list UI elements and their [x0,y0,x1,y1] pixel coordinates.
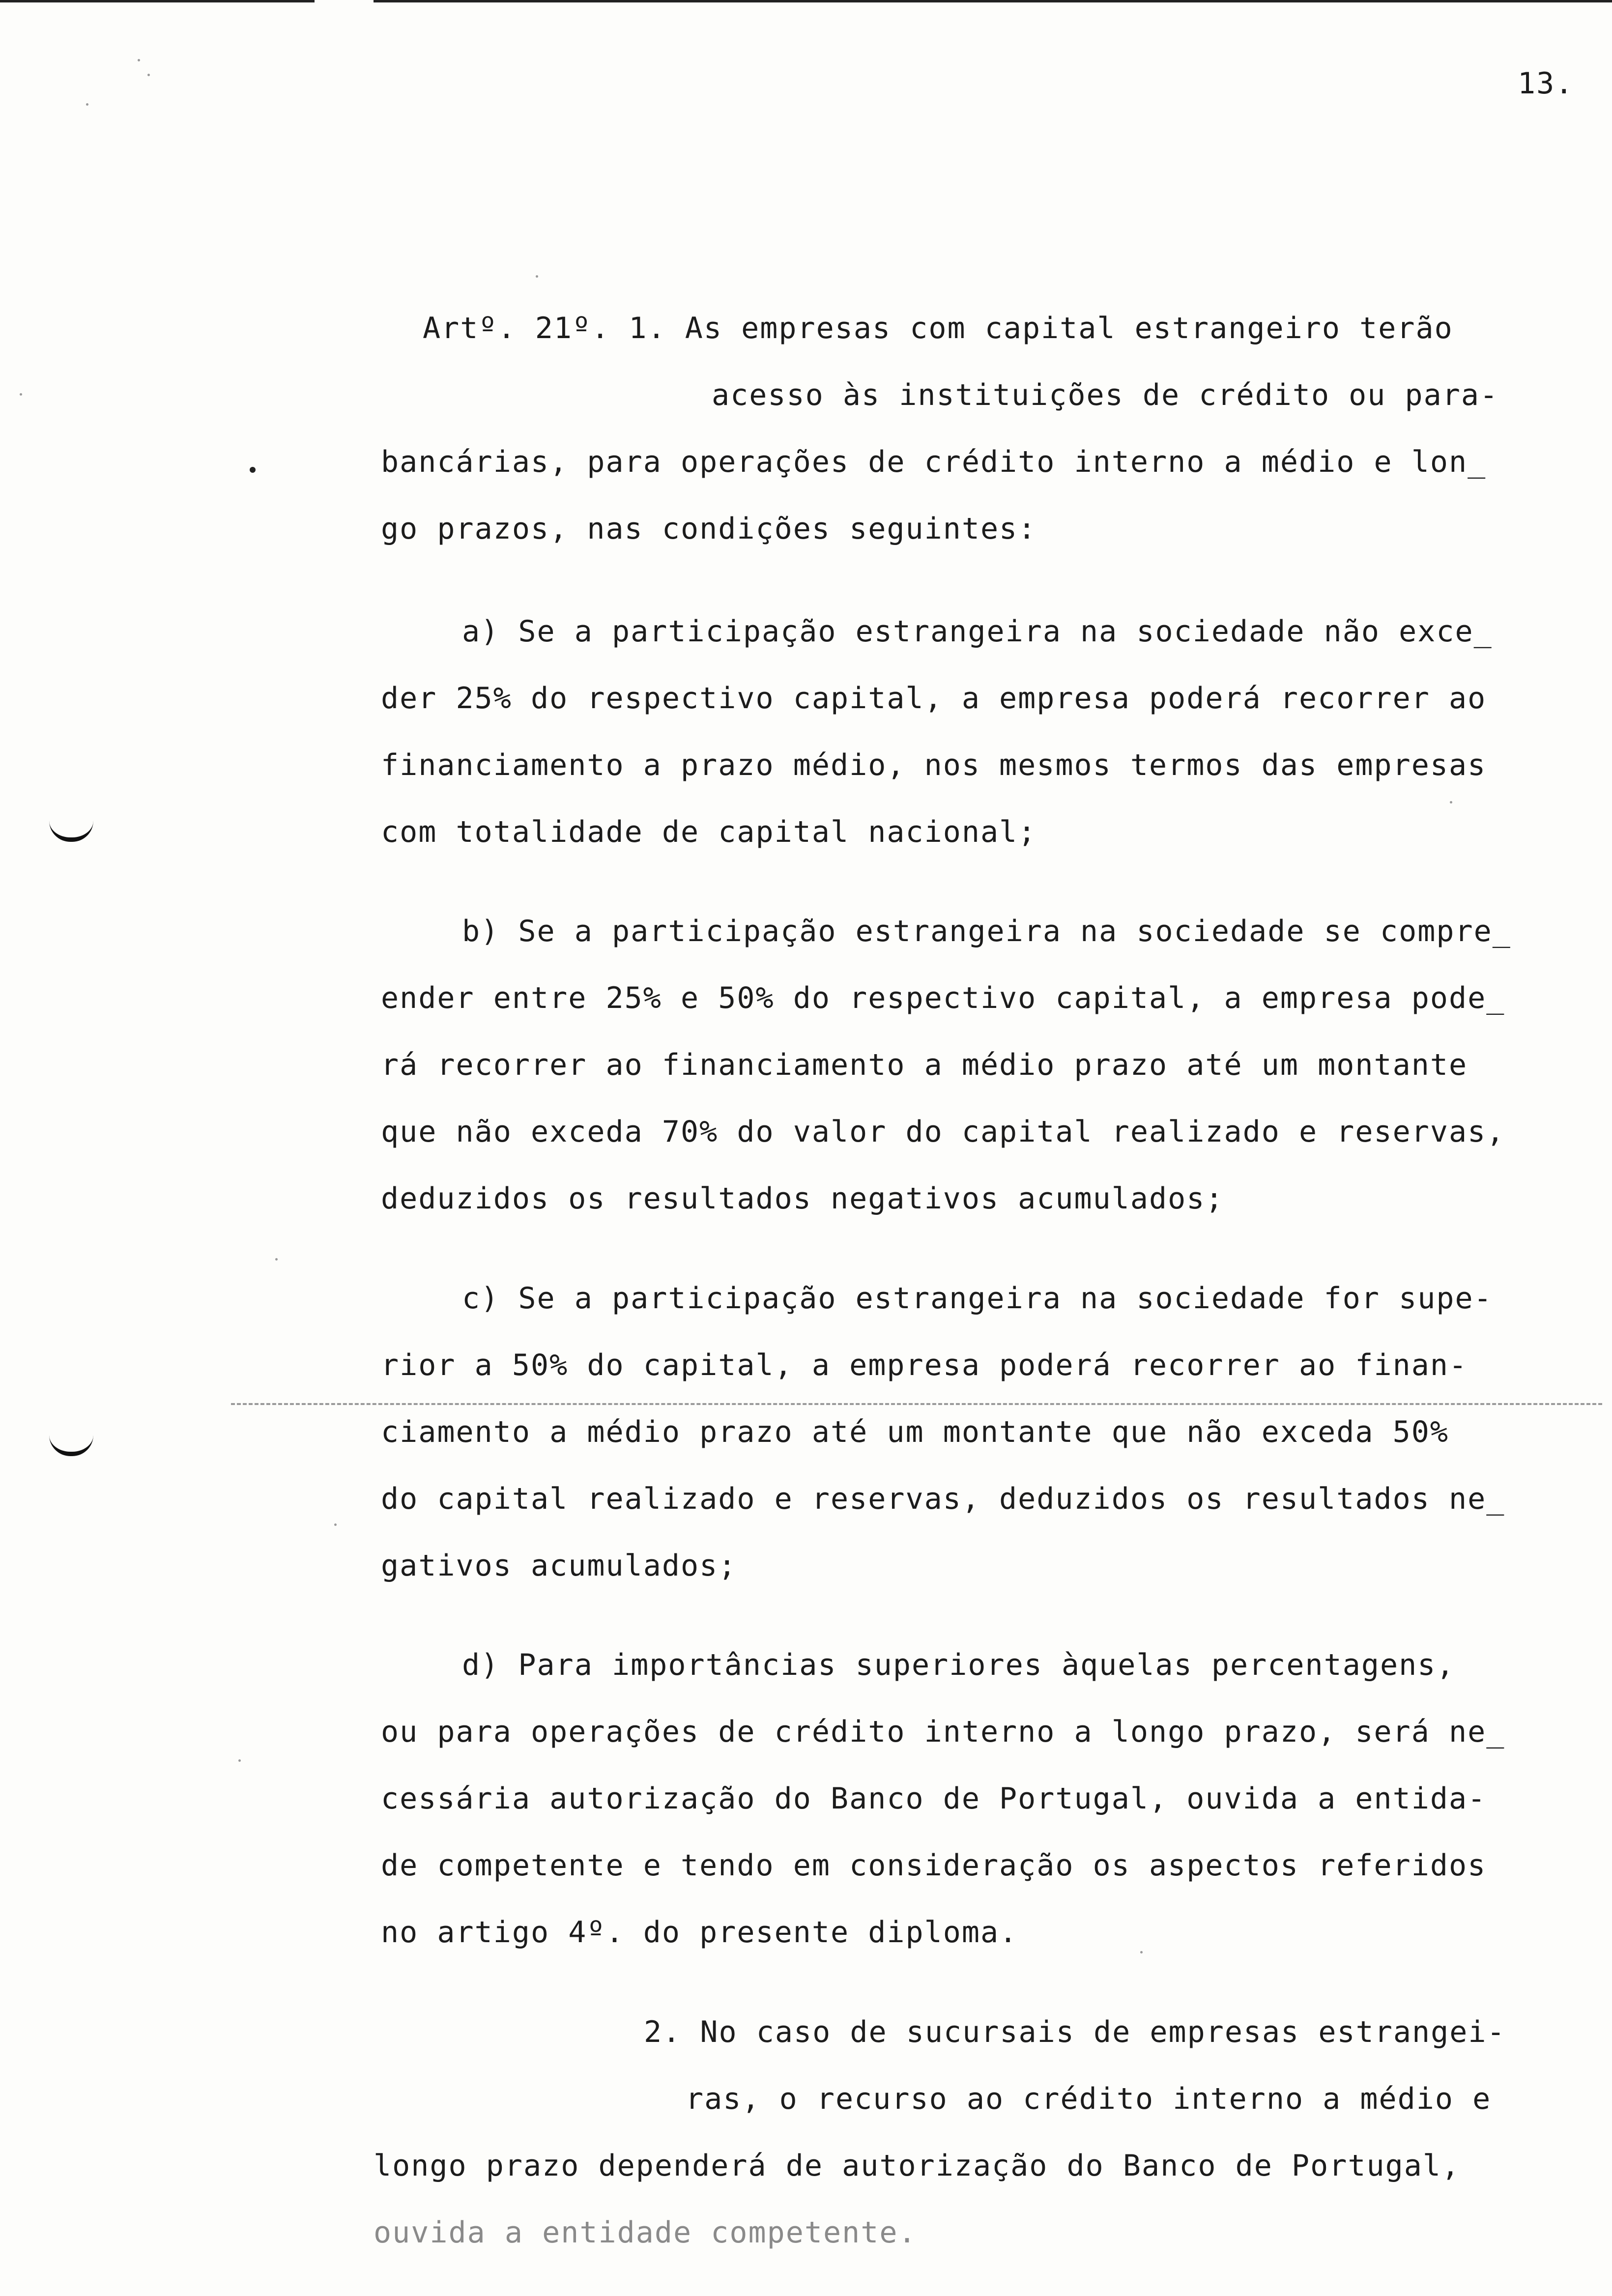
text-line: bancárias, para operações de crédito interno a médio e lon_ [381,445,1487,479]
scan-speck [20,393,22,396]
scan-speck [138,59,140,61]
scan-speck [334,1523,337,1526]
text-line: der 25% do respectivo capital, a empresa poderá recorrer ao [381,681,1487,716]
text-line: com totalidade de capital nacional; [381,815,1037,849]
page-number: 13. [1518,66,1574,101]
text-line: ender entre 25% e 50% do respectivo capital, a empresa pode_ [381,981,1505,1015]
scan-speck [536,275,538,278]
scan-speck [147,74,150,76]
scan-speck [238,1759,241,1762]
text-line: b) Se a participação estrangeira na sociedade se compre_ [462,914,1511,948]
text-line: que não exceda 70% do valor do capital realizado e reservas, [381,1115,1505,1149]
text-line: gativos acumulados; [381,1549,737,1583]
text-line: ras, o recurso ao crédito interno a médio e [686,2082,1492,2116]
scan-speck [1450,801,1452,804]
text-line: d) Para importâncias superiores àquelas percentagens, [462,1648,1455,1682]
text-line: do capital realizado e reservas, deduzidos os resultados ne_ [381,1482,1505,1516]
text-line: ouvida a entidade competente. [374,2215,917,2250]
text-line: ou para operações de crédito interno a longo prazo, será ne_ [381,1715,1505,1749]
margin-mark [49,1435,93,1456]
text-line: deduzidos os resultados negativos acumulados; [381,1181,1224,1216]
top-rule-right [374,0,1612,2]
text-line: rior a 50% do capital, a empresa poderá recorrer ao finan- [381,1348,1468,1382]
text-line: go prazos, nas condições seguintes: [381,512,1037,546]
text-line: Artº. 21º. 1. As empresas com capital estrangeiro terão [423,311,1453,345]
text-line: acesso às instituições de crédito ou para- [712,378,1499,412]
scan-speck [1140,1951,1143,1953]
scan-speck [86,103,88,106]
top-rule-left [0,0,315,2]
text-line: de competente e tendo em consideração os aspectos referidos [381,1848,1487,1883]
margin-dot [250,467,256,473]
scan-artifact-rule [231,1403,1602,1405]
margin-mark [49,821,93,842]
text-line: c) Se a participação estrangeira na sociedade for supe- [462,1281,1493,1316]
text-line: rá recorrer ao financiamento a médio prazo até um montante [381,1048,1468,1082]
text-line: a) Se a participação estrangeira na sociedade não exce_ [462,614,1493,649]
text-line: financiamento a prazo médio, nos mesmos termos das empresas [381,748,1487,782]
text-line: no artigo 4º. do presente diploma. [381,1915,1018,1950]
scan-speck [275,1258,278,1261]
text-line: 2. No caso de sucursais de empresas estrangei- [644,2015,1506,2049]
text-line: longo prazo dependerá de autorização do Banco de Portugal, [374,2149,1461,2183]
text-line: cessária autorização do Banco de Portugal, ouvida a entida- [381,1781,1487,1816]
text-line: ciamento a médio prazo até um montante que não exceda 50% [381,1415,1449,1449]
